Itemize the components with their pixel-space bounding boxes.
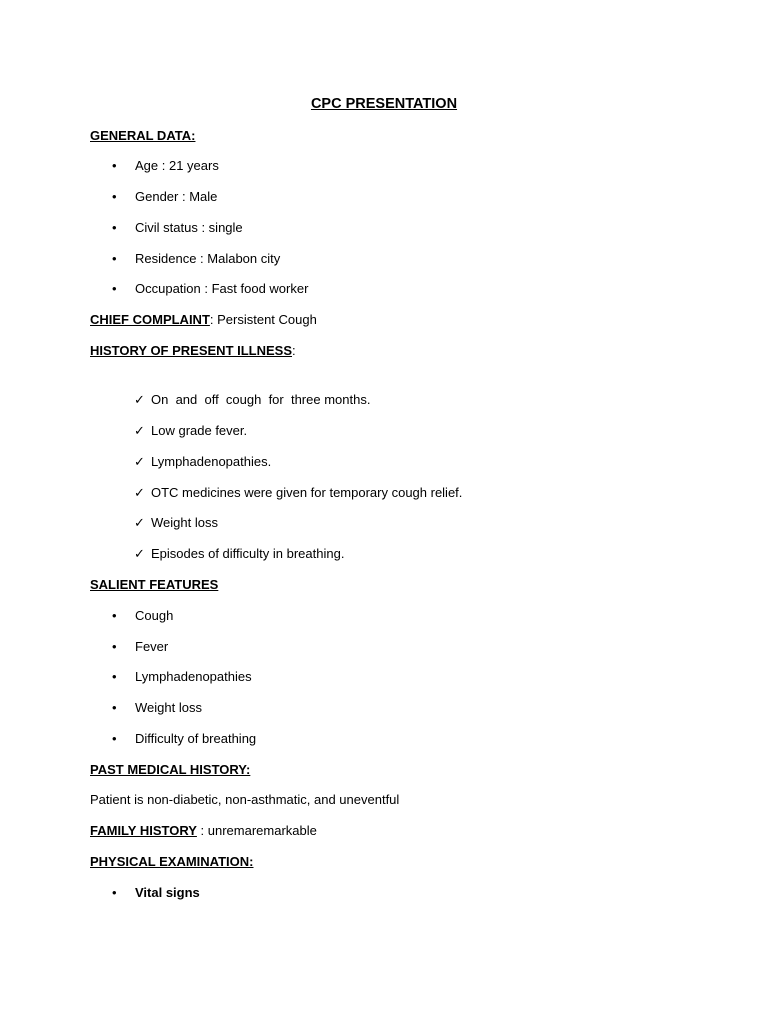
bullet-icon: • [112,608,117,623]
general-data-age: Age : 21 years [135,158,219,173]
list-item [134,514,218,532]
bullet-icon: • [112,158,117,173]
hpi-item: Lymphadenopathies. [151,454,272,469]
check-icon: ✓ [134,485,145,500]
general-data-heading: GENERAL DATA: [90,128,196,143]
general-data-occupation: Occupation : Fast food worker [135,281,309,296]
list-item [134,453,271,471]
family-history-value: : unremaremarkable [196,823,317,838]
hpi-item: On and off cough for three months. [151,392,371,407]
check-icon: ✓ [134,392,145,407]
list-item [134,391,370,409]
physical-examination-heading: PHYSICAL EXAMINATION: [90,854,254,869]
salient-feature-item: Fever [135,639,169,654]
past-medical-history-text: Patient is non-diabetic, non-asthmatic, and uneventful [90,792,400,807]
family-history [90,822,317,840]
list-item [134,422,247,440]
general-data-civil-status: Civil status : single [135,220,243,235]
salient-feature-item: Cough [135,608,174,623]
salient-feature-item: Lymphadenopathies [135,669,252,684]
bullet-icon: • [112,281,117,296]
general-data-gender: Gender : Male [135,189,218,204]
bullet-icon: • [112,731,117,746]
hpi-heading: HISTORY OF PRESENT ILLNESS [90,343,293,358]
physical-exam-item: Vital signs [135,885,200,900]
check-icon: ✓ [134,454,145,469]
bullet-icon: • [112,189,117,204]
bullet-icon: • [112,669,117,684]
salient-feature-item: Weight loss [135,700,202,715]
check-icon: ✓ [134,515,145,530]
check-icon: ✓ [134,423,145,438]
check-icon: ✓ [134,546,145,561]
general-data-residence: Residence : Malabon city [135,251,281,266]
list-item [134,545,344,563]
bullet-icon: • [112,220,117,235]
bullet-icon: • [112,639,117,654]
past-medical-history-heading: PAST MEDICAL HISTORY: [90,762,251,777]
salient-feature-item: Difficulty of breathing [135,731,257,746]
hpi-item: Episodes of difficulty in breathing. [151,546,345,561]
hpi-heading-row [90,342,296,360]
bullet-icon: • [112,885,117,900]
hpi-heading-suffix: : [292,343,296,358]
chief-complaint-heading: CHIEF COMPLAINT [90,312,210,327]
hpi-item: Low grade fever. [151,423,248,438]
bullet-icon: • [112,251,117,266]
chief-complaint [90,311,317,329]
hpi-item: OTC medicines were given for temporary cough relief. [151,485,463,500]
page-title: CPC PRESENTATION [310,96,458,112]
chief-complaint-value: : Persistent Cough [209,312,317,327]
list-item [134,484,462,502]
family-history-heading: FAMILY HISTORY [90,823,197,838]
bullet-icon: • [112,700,117,715]
salient-features-heading: SALIENT FEATURES [90,577,219,592]
hpi-item: Weight loss [151,515,218,530]
